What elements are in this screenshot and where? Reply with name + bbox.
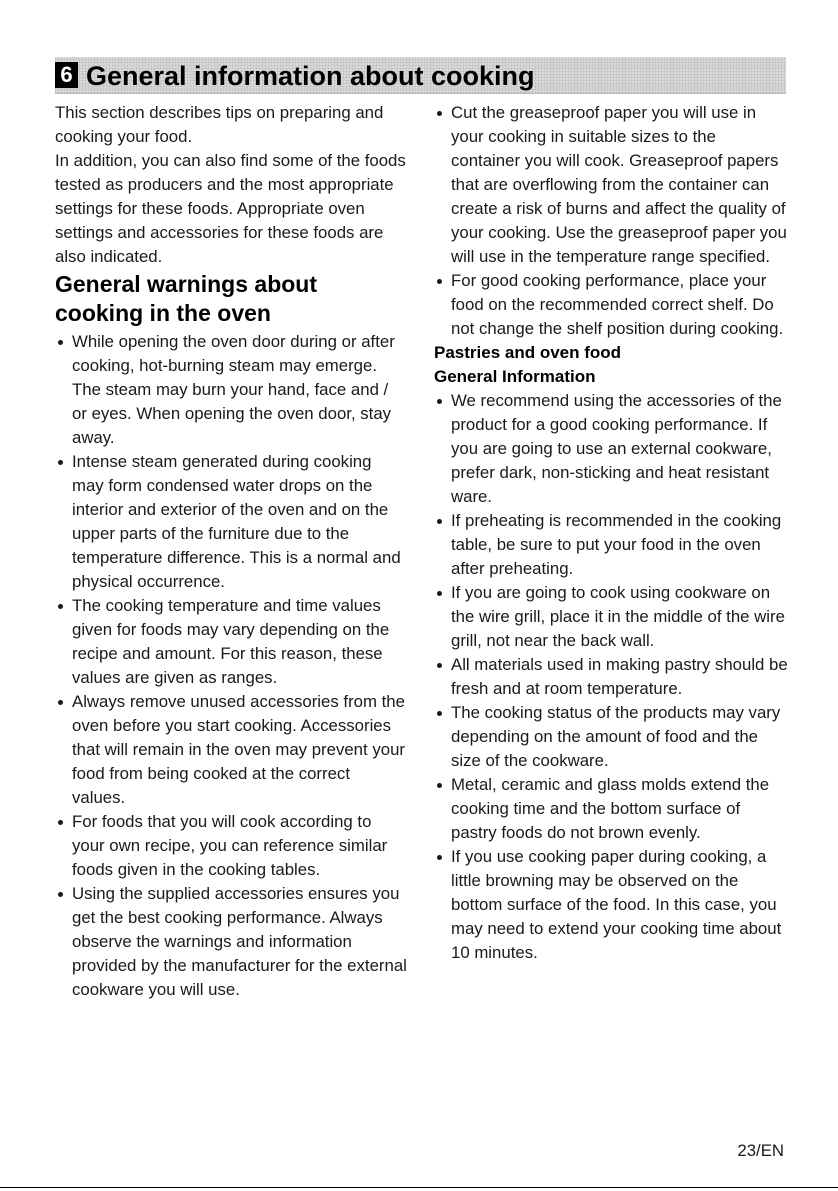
footer-divider [0, 1187, 838, 1188]
intro-paragraph-2: In addition, you can also find some of the foods tested as producers and the most appropriate settings for these foods. Appropriate oven settings and accessories for these foods are also indicated. [55, 151, 406, 266]
warning-item: Always remove unused accessories from the oven before you start cooking. Accessories that will remain in the oven may prevent your food from being cooked at the correct values. [55, 690, 407, 810]
warnings-heading: General warnings about cooking in the oven [55, 271, 317, 326]
warnings-list [55, 330, 407, 1002]
page-number: 23/EN [737, 1141, 784, 1160]
warning-item: Intense steam generated during cooking may form condensed water drops on the interior and exterior of the oven and on the upper parts of the furniture due to the temperature difference. This is a normal and physical occurrence. [55, 450, 407, 594]
warning-item: The cooking temperature and time values given for foods may vary depending on the recipe and amount. For this reason, these values are given as ranges. [55, 594, 407, 690]
intro-paragraph-1: This section describes tips on preparing and cooking your food. [55, 103, 384, 146]
warning-item: For good cooking performance, place your food on the recommended correct shelf. Do not change the shelf position during cooking. [434, 269, 788, 341]
pastries-list [434, 389, 788, 965]
warning-item: For foods that you will cook according to your own recipe, you can reference similar foods given in the cooking tables. [55, 810, 407, 882]
warnings-list-continued [434, 101, 788, 341]
warning-item: Cut the greaseproof paper you will use in your cooking in suitable sizes to the container you will cook. Greaseproof papers that are overflowing from the container can create a risk of burns and affect the quality of your cooking. Use the greaseproof paper you will use in the temperature range specified. [434, 101, 788, 269]
general-information-subheading: General Information [434, 367, 596, 386]
warning-item: While opening the oven door during or after cooking, hot-burning steam may emerge. The steam may burn your hand, face and / or eyes. When opening the oven door, stay away. [55, 330, 407, 450]
pastry-item: The cooking status of the products may vary depending on the amount of food and the size of the cookware. [434, 701, 788, 773]
section-title: General information about cooking [86, 61, 535, 91]
pastry-item: We recommend using the accessories of the product for a good cooking performance. If you are going to use an external cookware, prefer dark, non-sticking and heat resistant ware. [434, 389, 788, 509]
pastry-item: If you use cooking paper during cooking, a little browning may be observed on the bottom surface of the food. In this case, you may need to extend your cooking time about 10 minutes. [434, 845, 788, 965]
pastry-item: Metal, ceramic and glass molds extend the cooking time and the bottom surface of pastry foods do not brown evenly. [434, 773, 788, 845]
section-header [55, 57, 786, 94]
pastries-heading: Pastries and oven food [434, 343, 622, 362]
warning-item: Using the supplied accessories ensures you get the best cooking performance. Always observe the warnings and information provided by the manufacturer for the external cookware you will use. [55, 882, 407, 1002]
left-column [55, 101, 407, 1002]
right-column [434, 101, 788, 965]
section-number-badge: 6 [55, 62, 78, 88]
pastry-item: If preheating is recommended in the cooking table, be sure to put your food in the oven after preheating. [434, 509, 788, 581]
pastry-item: All materials used in making pastry should be fresh and at room temperature. [434, 653, 788, 701]
pastry-item: If you are going to cook using cookware on the wire grill, place it in the middle of the wire grill, not near the back wall. [434, 581, 788, 653]
